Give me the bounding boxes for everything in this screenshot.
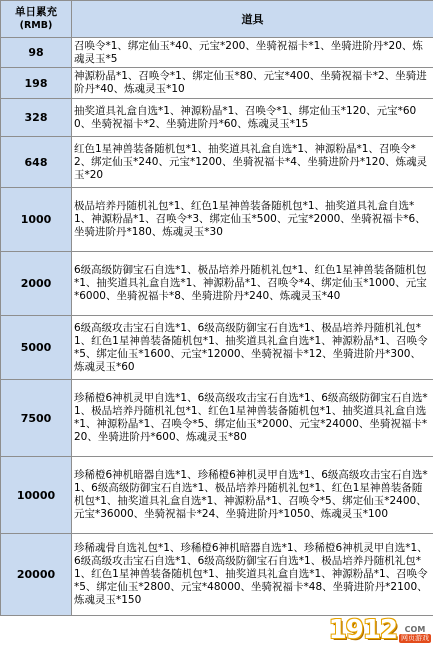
header-row [1, 1, 433, 38]
reward-items: 珍稀橙6神机灵甲自选*1、6级高级攻击宝石自选*1、6级高级防御宝石自选*1、极品培养丹随机礼包*1、红色1星神兽装备随机包*1、抽奖道具礼盒自选*1、神源粉晶*1、召唤令*5、绑定仙玉*2000、元宝*24000、坐骑祝福卡*20、坐骑进阶丹*600、炼魂灵玉*80 [72, 380, 433, 457]
recharge-amount: 2000 [1, 252, 72, 316]
table-row [1, 457, 433, 534]
recharge-amount: 1000 [1, 188, 72, 252]
reward-items: 珍稀魂骨自选礼包*1、珍稀橙6神机暗器自选*1、珍稀橙6神机灵甲自选*1、6级高级攻击宝石自选*1、6级高级防御宝石自选*1、极品培养丹随机礼包*1、红色1星神兽装备随机包*1、抽奖道具礼盒自选*1、神源粉晶*1、召唤令*5、绑定仙玉*2800、元宝*48000、坐骑祝福卡*48、坐骑进阶丹*2100、炼魂灵玉*150 [72, 534, 433, 616]
recharge-amount: 328 [1, 99, 72, 137]
watermark-tag: 网页游戏 [401, 634, 429, 642]
reward-items: 抽奖道具礼盒自选*1、神源粉晶*1、召唤令*1、绑定仙玉*120、元宝*600、坐骑祝福卡*2、坐骑进阶丹*60、炼魂灵玉*15 [72, 99, 433, 137]
reward-items: 6级高级攻击宝石自选*1、6级高级防御宝石自选*1、极品培养丹随机礼包*1、红色1星神兽装备随机包*1、抽奖道具礼盒自选*1、神源粉晶*1、召唤令*5、绑定仙玉*1600、元宝*12000、坐骑祝福卡*12、坐骑进阶丹*300、炼魂灵玉*60 [72, 316, 433, 380]
reward-items: 6级高级防御宝石自选*1、极品培养丹随机礼包*1、红色1星神兽装备随机包*1、抽奖道具礼盒自选*1、神源粉晶*1、召唤令*4、绑定仙玉*1000、元宝*6000、坐骑祝福卡*8、坐骑进阶丹*240、炼魂灵玉*40 [72, 252, 433, 316]
watermark-badge [399, 625, 431, 643]
table-row [1, 380, 433, 457]
table-row [1, 316, 433, 380]
reward-items: 神源粉晶*1、召唤令*1、绑定仙玉*80、元宝*400、坐骑祝福卡*2、坐骑进阶丹*40、炼魂灵玉*10 [72, 68, 433, 99]
recharge-amount: 20000 [1, 534, 72, 616]
recharge-amount: 5000 [1, 316, 72, 380]
header-amount [1, 1, 72, 38]
table-row [1, 68, 433, 99]
recharge-amount: 10000 [1, 457, 72, 534]
table-body [1, 38, 433, 616]
recharge-amount: 98 [1, 38, 72, 68]
table-row [1, 534, 433, 616]
reward-items: 珍稀橙6神机暗器自选*1、珍稀橙6神机灵甲自选*1、6级高级攻击宝石自选*1、6级高级防御宝石自选*1、极品培养丹随机礼包*1、红色1星神兽装备随机包*1、抽奖道具礼盒自选*1、神源粉晶*1、召唤令*5、绑定仙玉*2400、元宝*36000、坐骑祝福卡*24、坐骑进阶丹*1050、炼魂灵玉*100 [72, 457, 433, 534]
reward-items: 召唤令*1、绑定仙玉*40、元宝*200、坐骑祝福卡*1、坐骑进阶丹*20、炼魂灵玉*5 [72, 38, 433, 68]
recharge-amount: 7500 [1, 380, 72, 457]
watermark-domain: COM [404, 625, 426, 634]
recharge-amount: 648 [1, 137, 72, 188]
table-row [1, 38, 433, 68]
table-row [1, 137, 433, 188]
header-amount-label: 单日累充 [15, 6, 57, 18]
watermark-number: 1912 [328, 615, 397, 645]
header-amount-unit: (RMB) [19, 20, 53, 31]
table-row [1, 99, 433, 137]
table-row [1, 252, 433, 316]
reward-items: 极品培养丹随机礼包*1、红色1星神兽装备随机包*1、抽奖道具礼盒自选*1、神源粉晶*1、召唤令*3、绑定仙玉*500、元宝*2000、坐骑祝福卡*6、坐骑进阶丹*180、炼魂灵玉*30 [72, 188, 433, 252]
site-watermark-logo [329, 617, 431, 643]
recharge-amount: 198 [1, 68, 72, 99]
table-row [1, 188, 433, 252]
header-items: 道具 [72, 1, 433, 38]
reward-items: 红色1星神兽装备随机包*1、抽奖道具礼盒自选*1、神源粉晶*1、召唤令*2、绑定仙玉*240、元宝*1200、坐骑祝福卡*4、坐骑进阶丹*120、炼魂灵玉*20 [72, 137, 433, 188]
